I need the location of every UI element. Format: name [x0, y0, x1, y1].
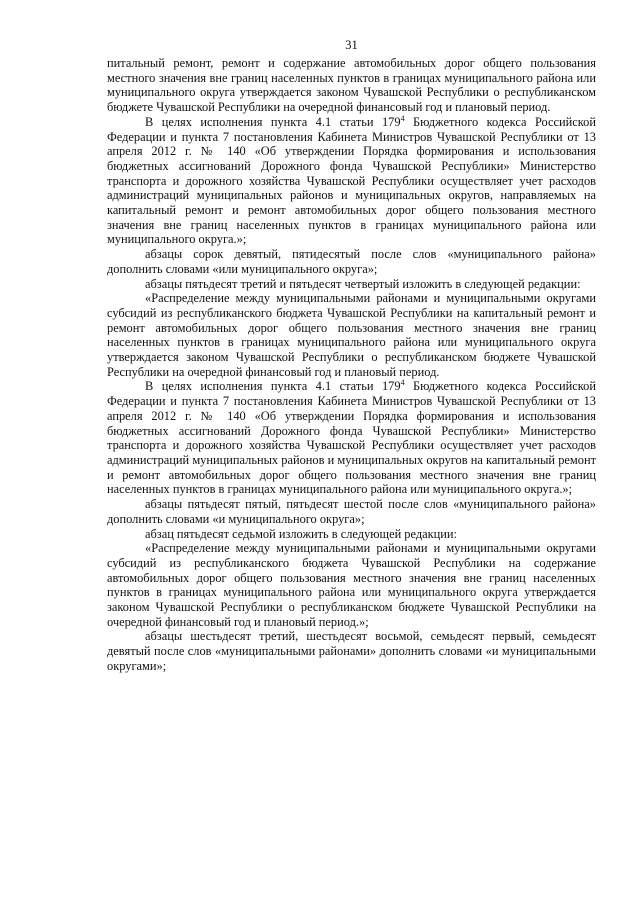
- paragraph-p5: [107, 291, 596, 379]
- paragraph-p7: [107, 497, 596, 526]
- paragraph-text: В целях исполнения пункта 4.1 статьи 179: [145, 114, 401, 129]
- page-number: 31: [345, 38, 358, 52]
- paragraph-text: Бюджетного кодекса Российской Федерации и пункта 7 постановления Кабинета Министров Чувашской Республики от 13 апреля 2012 г. № 140 «Об утверждении Порядка формирования и использования бюджетных ассигнований Дорожного фонда Чувашской Республики» Министерство транспорта и дорожного хозяйства Чувашской Республики осуществляет учет расходов администраций муниципальных районов и муниципальных округов, направляемых на капитальный ремонт и ремонт автомобильных дорог общего пользования местного значения вне границ населенных пунктов в границах муниципального района или муниципального округа.»;: [107, 114, 597, 247]
- paragraph-text: «Распределение между муниципальными районами и муниципальными округами субсидий из республиканского бюджета Чувашской Республики на содержание автомобильных дорог общего пользования местного значения вне границ населенных пунктов в границах муниципального района или муниципального округа утверждается законом Чувашской Республики о республиканском бюджете Чувашской Республики на очередной финансовый год и плановый период.»;: [107, 541, 596, 629]
- paragraph-p8: [107, 527, 596, 542]
- paragraph-p3: [107, 247, 596, 276]
- paragraph-p6: [107, 379, 596, 497]
- paragraph-text: абзацы сорок девятый, пятидесятый после слов «муниципального района» дополнить словами «или муниципального округа»;: [107, 247, 596, 276]
- paragraph-text: В целях исполнения пункта 4.1 статьи 179: [145, 379, 401, 394]
- paragraph-p10: [107, 629, 596, 673]
- paragraph-text: абзацы шестьдесят третий, шестьдесят восьмой, семьдесят первый, семьдесят девятый после слов «муниципальными районами» дополнить словами «и муниципальными округами»;: [107, 629, 596, 673]
- document-body: [107, 56, 596, 674]
- paragraph-text: Бюджетного кодекса Российской Федерации и пункта 7 постановления Кабинета Министров Чувашской Республики от 13 апреля 2012 г. № 140 «Об утверждении Порядка формирования и использования бюджетных ассигнований Дорожного фонда Чувашской Республики» Министерство транспорта и дорожного хозяйства Чувашской Республики осуществляет учет расходов администраций муниципальных районов и муниципальных округов на капитальный ремонт и ремонт автомобильных дорог общего пользования местного значения вне границ населенных пунктов в границах муниципального района или муниципального округа.»;: [107, 379, 597, 497]
- superscript: 4: [400, 113, 405, 123]
- paragraph-text: абзацы пятьдесят третий и пятьдесят четвертый изложить в следующей редакции:: [145, 276, 581, 291]
- superscript: 4: [400, 378, 405, 388]
- paragraph-text: питальный ремонт, ремонт и содержание автомобильных дорог общего пользования местного значения вне границ населенных пунктов в границах муниципального района или муниципального округа утверждается законом Чувашской Республики о республиканском бюджете Чувашской Республики на очередной финансовый год и плановый период.: [107, 56, 596, 115]
- paragraph-text: абзацы пятьдесят пятый, пятьдесят шестой после слов «муниципального района» дополнить словами «и муниципального округа»;: [107, 497, 596, 526]
- paragraph-text: «Распределение между муниципальными районами и муниципальными округами субсидий из республиканского бюджета Чувашской Республики на капитальный ремонт и ремонт автомобильных дорог общего пользования местного значения вне границ населенных пунктов в границах муниципального района или муниципального округа утверждается законом Чувашской Республики о республиканском бюджете Чувашской Республики на очередной финансовый год и плановый период.: [107, 291, 596, 379]
- paragraph-p2: [107, 115, 596, 247]
- paragraph-text: абзац пятьдесят седьмой изложить в следующей редакции:: [145, 526, 457, 541]
- paragraph-p9: [107, 541, 596, 629]
- paragraph-p4: [107, 277, 596, 292]
- paragraph-p1: [107, 56, 596, 115]
